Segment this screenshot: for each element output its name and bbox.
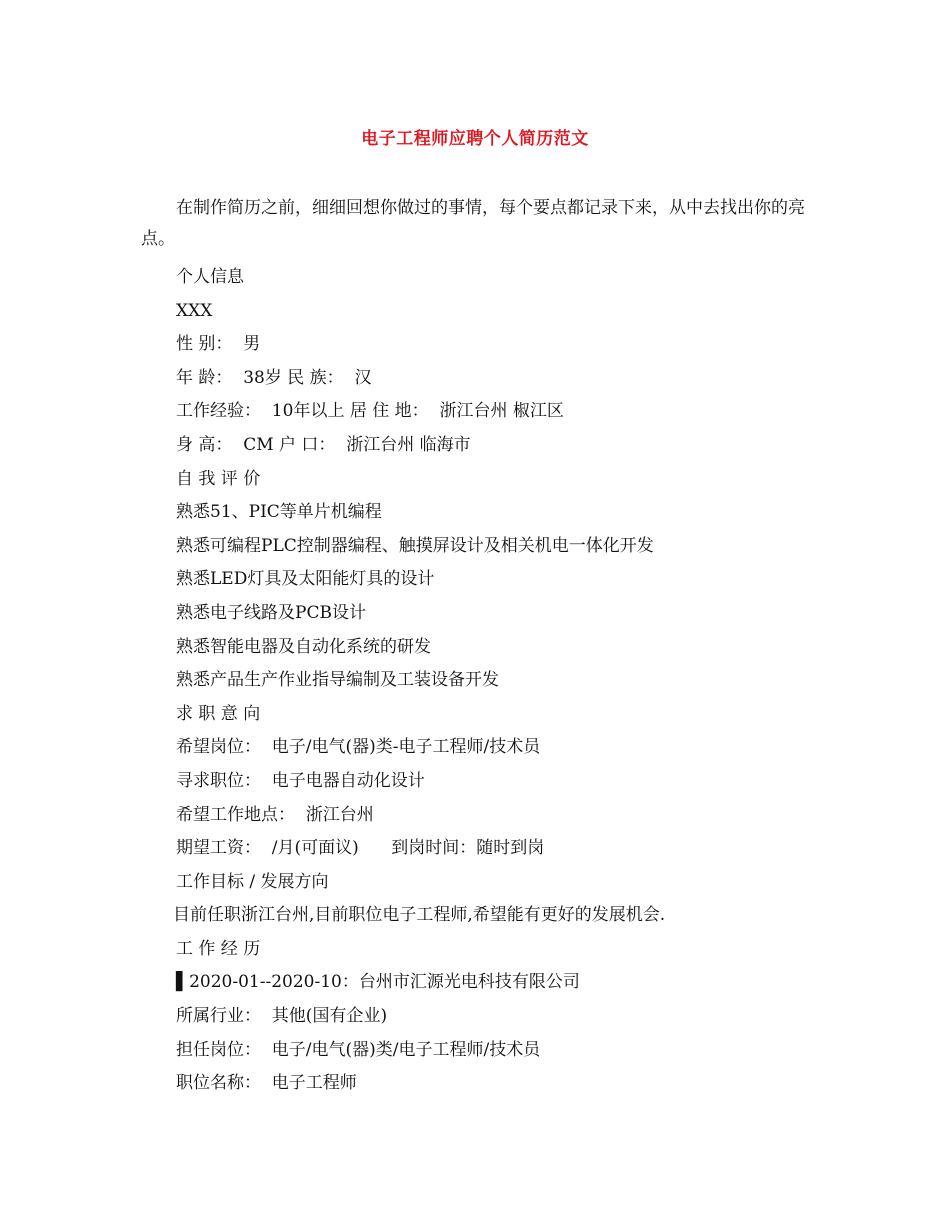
- skill-line: 熟悉LED灯具及太阳能灯具的设计: [176, 569, 435, 590]
- skill-line: 熟悉电子线路及PCB设计: [176, 602, 366, 623]
- height-hukou-line: 身 高： CM 户 口： 浙江台州 临海市: [176, 434, 471, 455]
- skill-line: 熟悉可编程PLC控制器编程、触摸屏设计及相关机电一体化开发: [176, 535, 654, 556]
- desired-location-line: 希望工作地点： 浙江台州: [176, 804, 374, 825]
- age-ethnicity-line: 年 龄： 38岁 民 族： 汉: [176, 367, 372, 388]
- industry-line: 所属行业： 其他(国有企业): [176, 1006, 388, 1027]
- resume-body: [173, 262, 856, 1102]
- gender-line: 性 别： 男: [176, 334, 261, 355]
- section-heading-career-goal: 工作目标 / 发展方向: [176, 871, 329, 892]
- section-heading-work-experience: 工 作 经 历: [176, 938, 261, 959]
- desired-position-line: 希望岗位： 电子/电气(器)类-电子工程师/技术员: [176, 737, 541, 758]
- sought-role-line: 寻求职位： 电子电器自动化设计: [176, 770, 425, 791]
- held-position-line: 担任岗位： 电子/电气(器)类/电子工程师/技术员: [176, 1039, 541, 1060]
- skill-line: 熟悉智能电器及自动化系统的研发: [176, 636, 431, 657]
- salary-availability-line: 期望工资： /月(可面议) 到岗时间：随时到岗: [176, 838, 545, 859]
- work-entry-line: ▌2020-01--2020-10：台州市汇源光电科技有限公司: [176, 972, 580, 993]
- section-heading-self-evaluation: 自 我 评 价: [176, 468, 261, 489]
- name-line: XXX: [176, 300, 213, 321]
- intro-paragraph: 在制作简历之前，细细回想你做过的事情，每个要点都记录下来，从中去找出你的亮点。: [141, 198, 805, 249]
- section-heading-personal-info: 个人信息: [176, 267, 244, 287]
- career-goal-line: 目前任职浙江台州,目前职位电子工程师,希望能有更好的发展机会.: [173, 905, 666, 926]
- experience-residence-line: 工作经验： 10年以上 居 住 地： 浙江台州 椒江区: [176, 401, 564, 422]
- skill-line: 熟悉51、PIC等单片机编程: [176, 502, 382, 523]
- section-heading-job-intention: 求 职 意 向: [176, 703, 261, 724]
- document-title: 电子工程师应聘个人简历范文: [361, 129, 589, 149]
- job-title-line: 职位名称： 电子工程师: [176, 1073, 357, 1094]
- skill-line: 熟悉产品生产作业指导编制及工装设备开发: [176, 670, 499, 691]
